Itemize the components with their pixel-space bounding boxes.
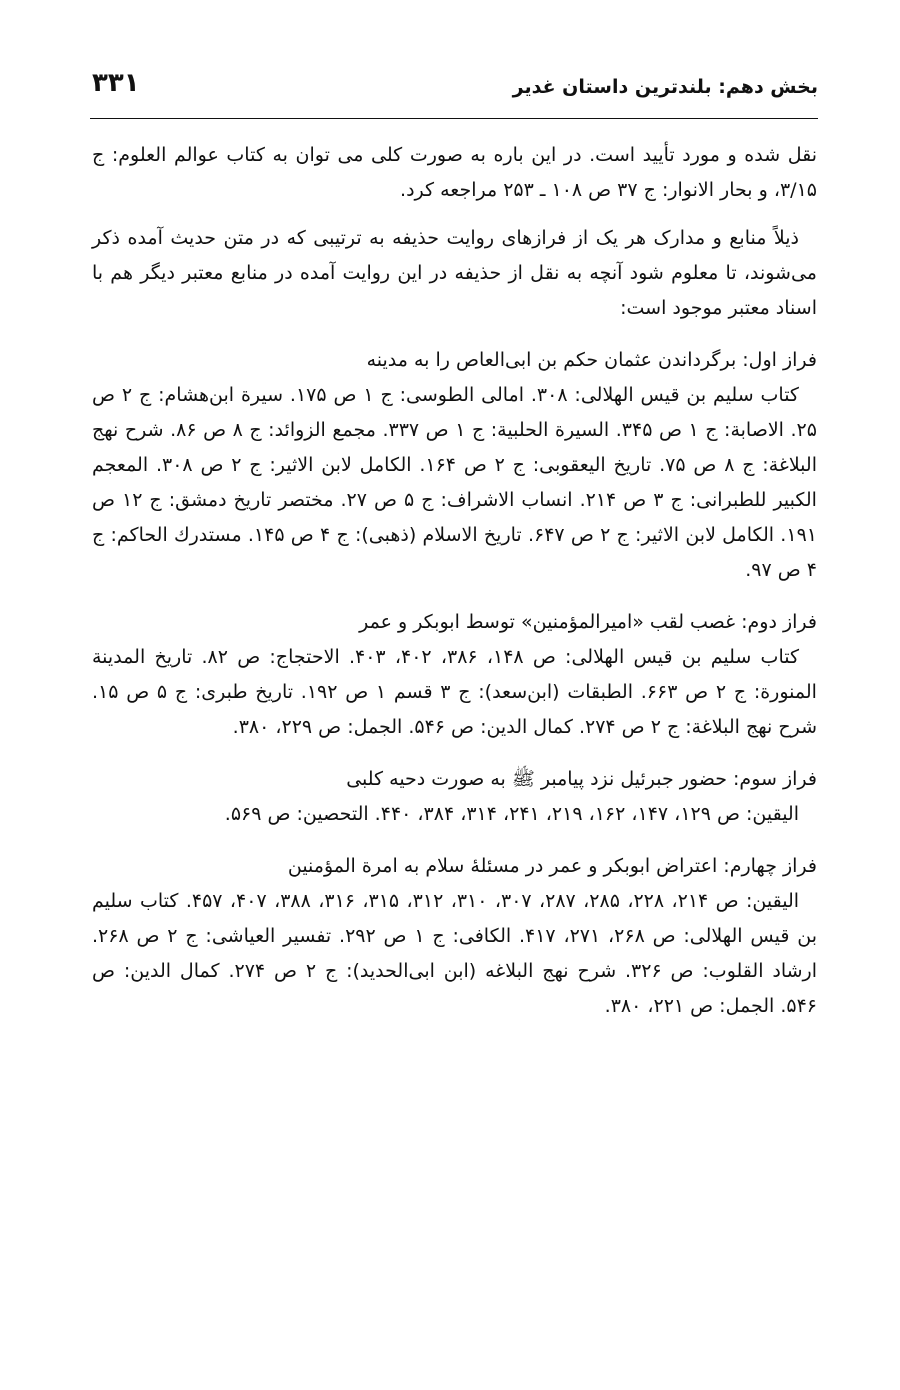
- section-1: [92, 343, 817, 588]
- page-header: [90, 62, 818, 119]
- section-heading: فراز دوم: غصب لقب «امیرالمؤمنین» توسط ابوبکر و عمر: [359, 611, 817, 633]
- section-3: [92, 762, 817, 832]
- section-references: کتاب سلیم بن قیس الهلالی: ص ۱۴۸، ۳۸۶، ۴۰۲، ۴۰۳. الاحتجاج: ص ۸۲. تاریخ المدینة المنورة: ج ۲ ص ۶۶۳. الطبقات (ابن‌سعد): ج ۳ قسم ۱ ص ۱۹۲. تاریخ طبری: ج ۵ ص ۱۵. شرح نهج البلاغة: ج ۲ ص ۲۷۴. کمال الدین: ص ۵۴۶. الجمل: ص ۲۲۹، ۳۸۰.: [92, 646, 817, 738]
- section-2: [92, 605, 817, 745]
- section-heading: فراز سوم: حضور جبرئیل نزد پیامبر ﷺ به صورت دحیه کلبی: [346, 768, 817, 790]
- section-references: کتاب سلیم بن قیس الهلالی: ۳۰۸. امالی الطوسی: ج ۱ ص ۱۷۵. سیرة ابن‌هشام: ج ۲ ص ۲۵. الاصابة: ج ۱ ص ۳۴۵. السیرة الحلبیة: ج ۱ ص ۳۳۷. مجمع الزوائد: ج ۸ ص ۸۶. شرح نهج البلاغة: ج ۸ ص ۷۵. تاریخ الیعقوبی: ج ۲ ص ۱۶۴. الکامل لابن الاثیر: ج ۲ ص ۳۰۸. المعجم الکبیر للطبرانی: ج ۳ ص ۲۱۴. انساب الاشراف: ج ۵ ص ۲۷. مختصر تاریخ دمشق: ج ۱۲ ص ۱۹۱. الکامل لابن الاثیر: ج ۲ ص ۶۴۷. تاریخ الاسلام (ذهبی): ج ۴ ص ۱۴۵. مستدرك الحاکم: ج ۴ ص ۹۷.: [92, 384, 817, 581]
- section-heading: فراز اول: برگرداندن عثمان حکم بن ابی‌العاص را به مدینه: [366, 349, 817, 371]
- page-number: ۳۳۱: [92, 68, 140, 98]
- section-heading: فراز چهارم: اعتراض ابوبکر و عمر در مسئلهٔ سلام به امرة المؤمنین: [287, 855, 817, 877]
- paragraph-sources-note: ذیلاً منابع و مدارک هر یک از فرازهای روایت حذیفه به ترتیبی که در متن حدیث آمده ذکر می‌شوند، تا معلوم شود آنچه به نقل از حذیفه در این روایت آمده در منابع معتبر دیگر هم با اسناد معتبر موجود است:: [92, 227, 817, 319]
- running-title: بخش دهم: بلندترین داستان غدیر: [512, 76, 818, 98]
- section-references: الیقین: ص ۲۱۴، ۲۲۸، ۲۸۵، ۲۸۷، ۳۰۷، ۳۱۰، ۳۱۲، ۳۱۵، ۳۱۶، ۳۸۸، ۴۰۷، ۴۵۷. کتاب سلیم بن قیس الهلالی: ص ۲۶۸، ۲۷۱، ۴۱۷. الکافی: ج ۱ ص ۲۹۲. تفسیر العیاشی: ج ۲ ص ۲۶۸. ارشاد القلوب: ص ۳۲۶. شرح نهج البلاغه (ابن ابی‌الحدید): ج ۲ ص ۲۷۴. کمال الدین: ص ۵۴۶. الجمل: ص ۲۲۱، ۳۸۰.: [92, 890, 818, 1017]
- page-body: [92, 138, 817, 1024]
- paragraph-intro: نقل شده و مورد تأیید است. در این باره به صورت کلی می توان به کتاب عوالم العلوم: ج ۳/۱۵، و بحار الانوار: ج ۳۷ ص ۱۰۸ ـ ۲۵۳ مراجعه کرد.: [92, 144, 817, 201]
- section-4: [92, 849, 817, 1024]
- section-references: الیقین: ص ۱۲۹، ۱۴۷، ۱۶۲، ۲۱۹، ۲۴۱، ۳۱۴، ۳۸۴، ۴۴۰. التحصین: ص ۵۶۹.: [224, 803, 799, 825]
